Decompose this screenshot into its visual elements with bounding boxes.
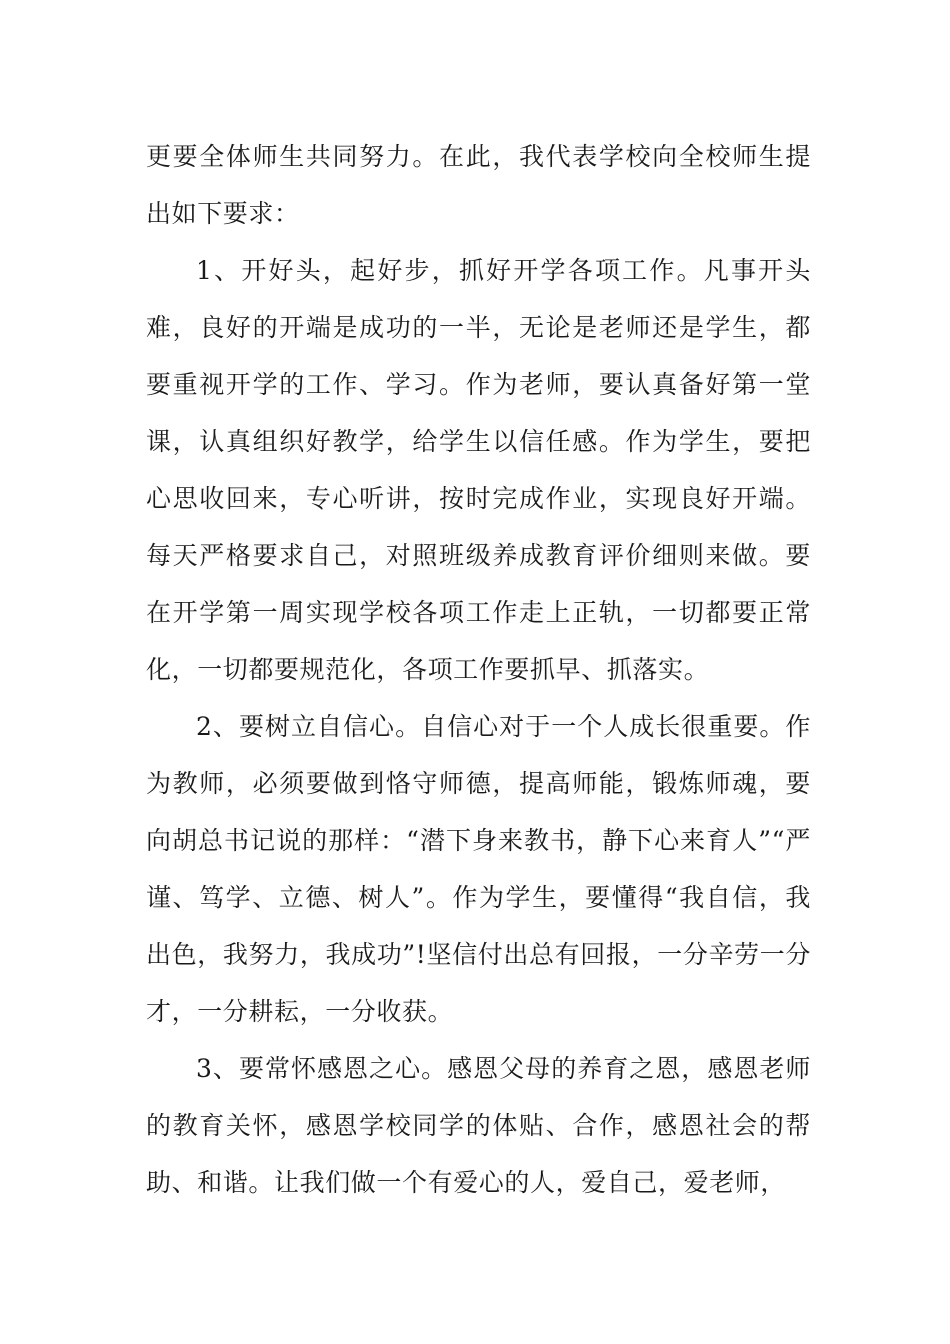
- paragraph-item-3: 3、要常怀感恩之心。感恩父母的养育之恩，感恩老师的教育关怀，感恩学校同学的体贴、合作，感恩社会的帮助、和谐。让我们做一个有爱心的人，爱自己，爱老师，: [146, 1054, 811, 1197]
- document-body: [146, 128, 811, 1211]
- paragraph-intro: 更要全体师生共同努力。在此，我代表学校向全校师生提出如下要求：: [146, 142, 811, 228]
- paragraph-item-2: 2、要树立自信心。自信心对于一个人成长很重要。作为教师，必须要做到恪守师德，提高师能，锻炼师魂，要向胡总书记说的那样：“潜下身来教书，静下心来育人”“严谨、笃学、立德、树人”。作为学生，要懂得“我自信，我出色，我努力，我成功”!坚信付出总有回报，一分辛劳一分才，一分耕耘，一分收获。: [146, 712, 811, 1026]
- paragraph-item-1: 1、开好头，起好步，抓好开学各项工作。凡事开头难，良好的开端是成功的一半，无论是老师还是学生，都要重视开学的工作、学习。作为老师，要认真备好第一堂课，认真组织好教学，给学生以信任感。作为学生，要把心思收回来，专心听讲，按时完成作业，实现良好开端。每天严格要求自己，对照班级养成教育评价细则来做。要在开学第一周实现学校各项工作走上正轨，一切都要正常化，一切都要规范化，各项工作要抓早、抓落实。: [146, 256, 811, 684]
